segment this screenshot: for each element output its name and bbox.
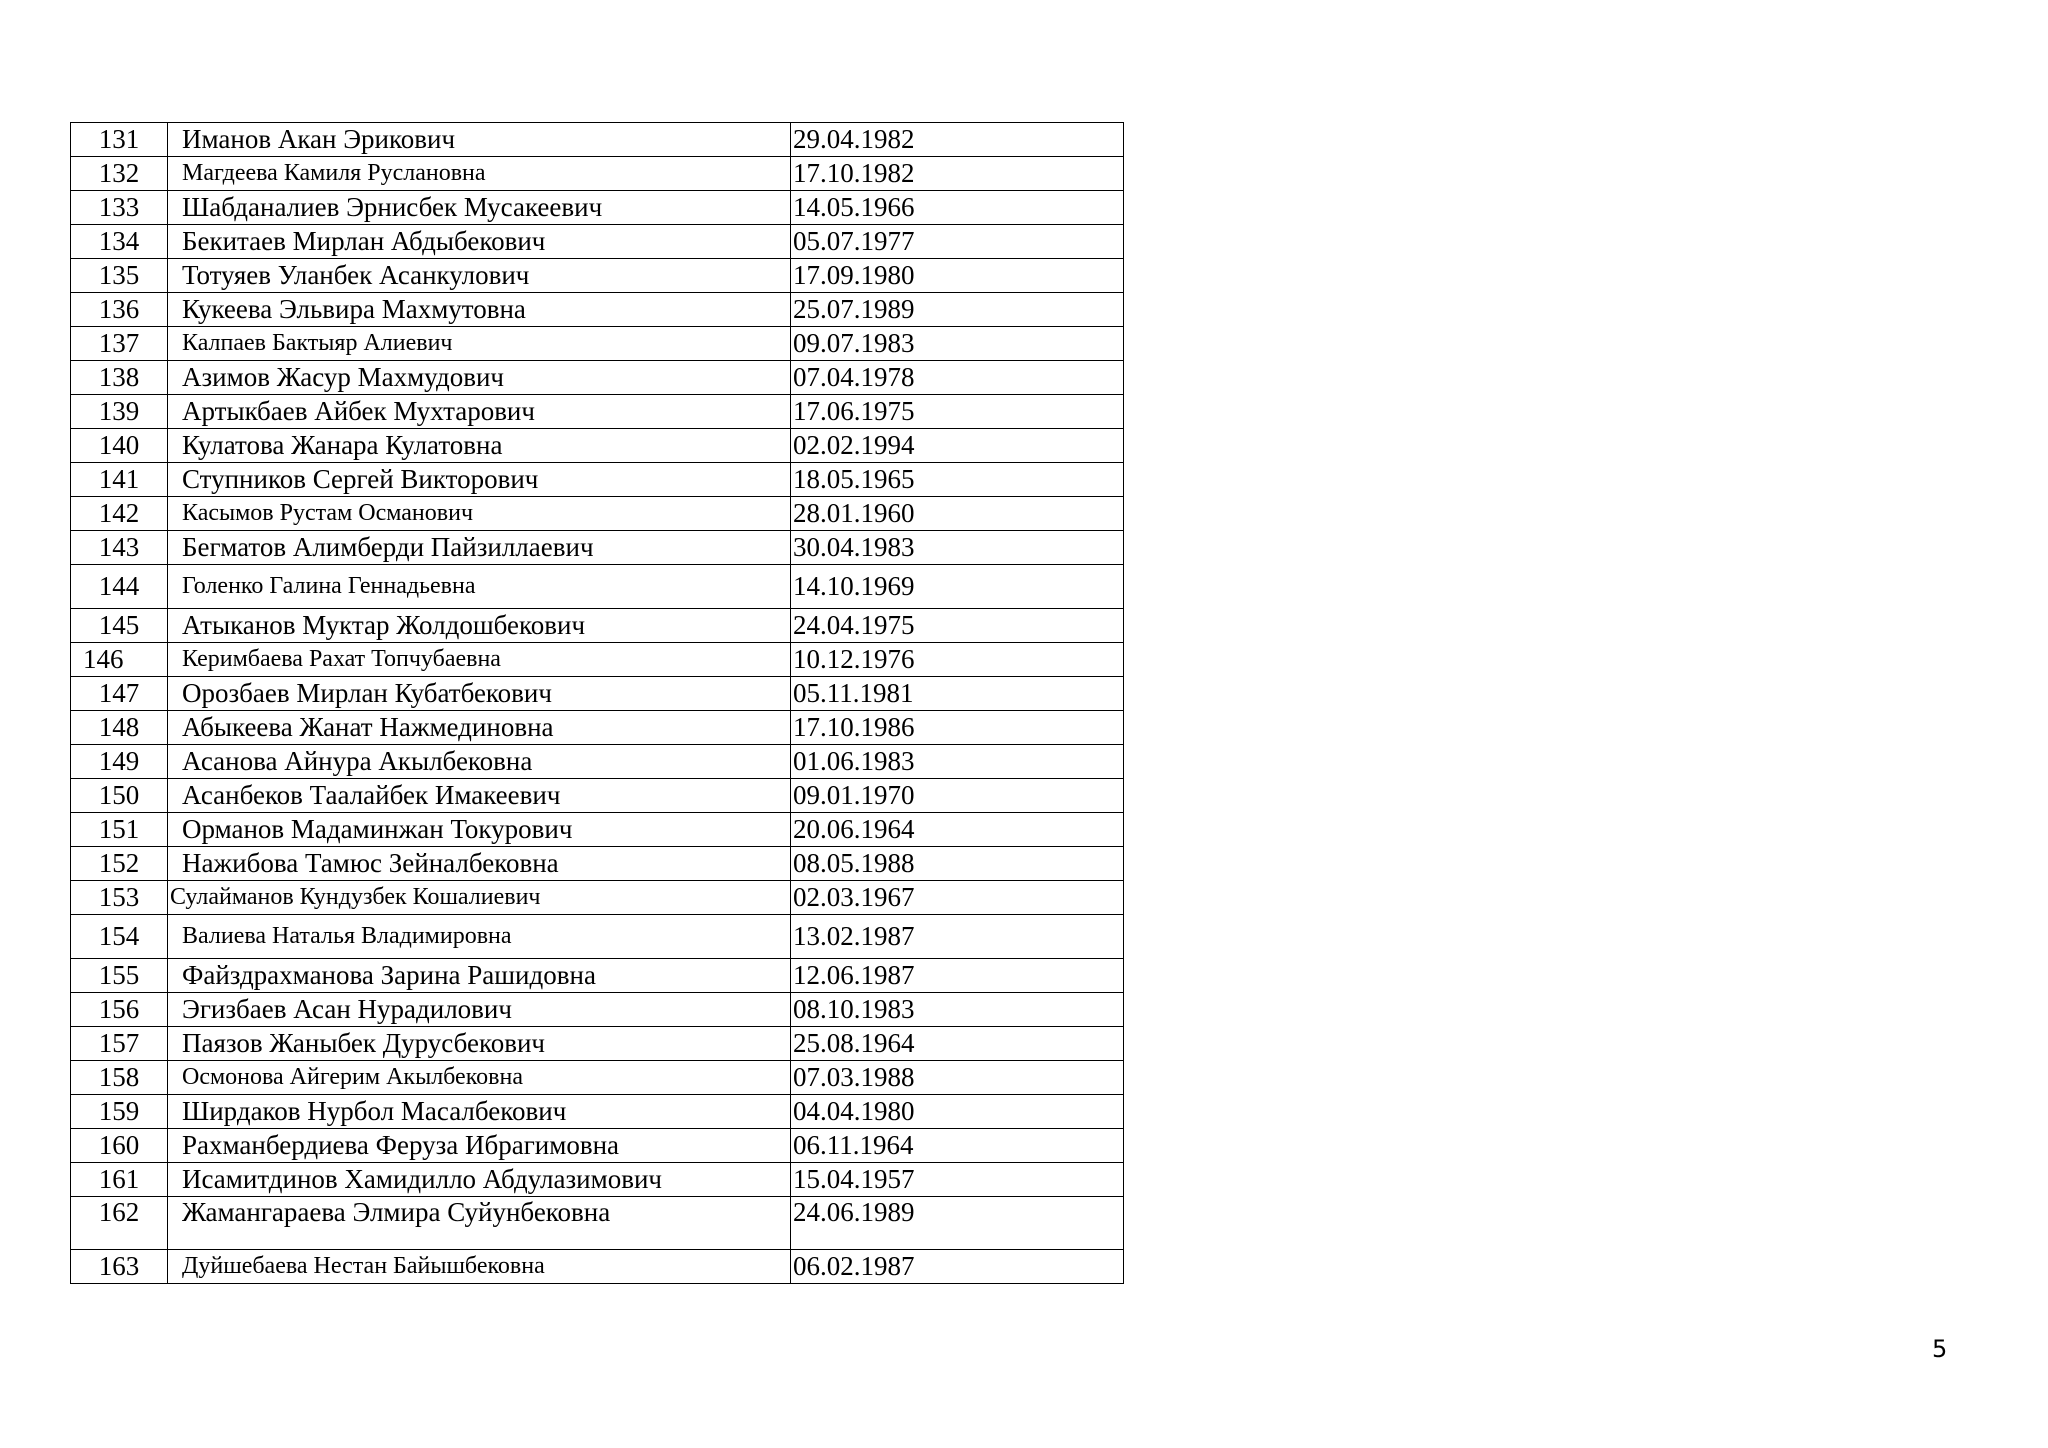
full-name-cell: Бекитаев Мирлан Абдыбекович xyxy=(168,225,791,259)
row-number-cell: 148 xyxy=(71,711,168,745)
row-number-cell: 146 xyxy=(71,643,168,677)
full-name-cell: Асанбеков Таалайбек Имакеевич xyxy=(168,779,791,813)
row-number-cell: 155 xyxy=(71,959,168,993)
birth-date-cell: 08.10.1983 xyxy=(791,993,1124,1027)
table-row xyxy=(71,1027,1124,1061)
full-name-cell: Исамитдинов Хамидилло Абдулазимович xyxy=(168,1163,791,1197)
table-row xyxy=(71,531,1124,565)
table-row xyxy=(71,881,1124,915)
table-row xyxy=(71,779,1124,813)
full-name-cell: Магдеева Камиля Руслановна xyxy=(168,157,791,191)
table-row xyxy=(71,1163,1124,1197)
table-row xyxy=(71,813,1124,847)
row-number-cell: 134 xyxy=(71,225,168,259)
row-number-cell: 136 xyxy=(71,293,168,327)
birth-date-cell: 15.04.1957 xyxy=(791,1163,1124,1197)
table-row xyxy=(71,293,1124,327)
birth-date-cell: 13.02.1987 xyxy=(791,915,1124,959)
table-row xyxy=(71,677,1124,711)
table-row xyxy=(71,609,1124,643)
birth-date-cell: 06.11.1964 xyxy=(791,1129,1124,1163)
row-number-cell: 158 xyxy=(71,1061,168,1095)
full-name-cell: Артыкбаев Айбек Мухтарович xyxy=(168,395,791,429)
table-row xyxy=(71,565,1124,609)
birth-date-cell: 28.01.1960 xyxy=(791,497,1124,531)
row-number-cell: 154 xyxy=(71,915,168,959)
birth-date-cell: 25.08.1964 xyxy=(791,1027,1124,1061)
full-name-cell: Жамангараева Элмира Суйунбековна xyxy=(168,1197,791,1250)
table-row xyxy=(71,463,1124,497)
table-row xyxy=(71,191,1124,225)
row-number-cell: 141 xyxy=(71,463,168,497)
row-number-cell: 151 xyxy=(71,813,168,847)
table-row xyxy=(71,1197,1124,1250)
table-row xyxy=(71,1095,1124,1129)
table-row xyxy=(71,1061,1124,1095)
table-row xyxy=(71,157,1124,191)
table-row xyxy=(71,327,1124,361)
full-name-cell: Ступников Сергей Викторович xyxy=(168,463,791,497)
page-number: 5 xyxy=(1932,1335,1948,1363)
row-number-cell: 152 xyxy=(71,847,168,881)
row-number-cell: 156 xyxy=(71,993,168,1027)
full-name-cell: Файздрахманова Зарина Рашидовна xyxy=(168,959,791,993)
birth-date-cell: 05.11.1981 xyxy=(791,677,1124,711)
full-name-cell: Ширдаков Нурбол Масалбекович xyxy=(168,1095,791,1129)
birth-date-cell: 09.07.1983 xyxy=(791,327,1124,361)
table-row xyxy=(71,643,1124,677)
full-name-cell: Паязов Жаныбек Дурусбекович xyxy=(168,1027,791,1061)
birth-date-cell: 14.05.1966 xyxy=(791,191,1124,225)
birth-date-cell: 04.04.1980 xyxy=(791,1095,1124,1129)
full-name-cell: Сулайманов Кундузбек Кошалиевич xyxy=(168,881,791,915)
full-name-cell: Эгизбаев Асан Нурадилович xyxy=(168,993,791,1027)
birth-date-cell: 17.06.1975 xyxy=(791,395,1124,429)
full-name-cell: Керимбаева Рахат Топчубаевна xyxy=(168,643,791,677)
full-name-cell: Рахманбердиева Феруза Ибрагимовна xyxy=(168,1129,791,1163)
full-name-cell: Касымов Рустам Османович xyxy=(168,497,791,531)
table-row xyxy=(71,259,1124,293)
full-name-cell: Орманов Мадаминжан Токурович xyxy=(168,813,791,847)
birth-date-cell: 24.04.1975 xyxy=(791,609,1124,643)
table-row xyxy=(71,959,1124,993)
full-name-cell: Нажибова Тамюс Зейналбековна xyxy=(168,847,791,881)
birth-date-cell: 30.04.1983 xyxy=(791,531,1124,565)
birth-date-cell: 18.05.1965 xyxy=(791,463,1124,497)
birth-date-cell: 08.05.1988 xyxy=(791,847,1124,881)
row-number-cell: 149 xyxy=(71,745,168,779)
table-row xyxy=(71,1129,1124,1163)
birth-date-cell: 29.04.1982 xyxy=(791,123,1124,157)
table-row xyxy=(71,847,1124,881)
row-number-cell: 133 xyxy=(71,191,168,225)
full-name-cell: Тотуяев Уланбек Асанкулович xyxy=(168,259,791,293)
full-name-cell: Орозбаев Мирлан Кубатбекович xyxy=(168,677,791,711)
full-name-cell: Валиева Наталья Владимировна xyxy=(168,915,791,959)
birth-date-cell: 02.02.1994 xyxy=(791,429,1124,463)
full-name-cell: Дуйшебаева Нестан Байышбековна xyxy=(168,1250,791,1284)
birth-date-cell: 09.01.1970 xyxy=(791,779,1124,813)
birth-date-cell: 25.07.1989 xyxy=(791,293,1124,327)
row-number-cell: 131 xyxy=(71,123,168,157)
full-name-cell: Атыканов Муктар Жолдошбекович xyxy=(168,609,791,643)
table-row xyxy=(71,497,1124,531)
row-number-cell: 157 xyxy=(71,1027,168,1061)
row-number-cell: 161 xyxy=(71,1163,168,1197)
birth-date-cell: 05.07.1977 xyxy=(791,225,1124,259)
row-number-cell: 147 xyxy=(71,677,168,711)
table-row xyxy=(71,711,1124,745)
birth-date-cell: 07.04.1978 xyxy=(791,361,1124,395)
table-row xyxy=(71,395,1124,429)
row-number-cell: 150 xyxy=(71,779,168,813)
full-name-cell: Абыкеева Жанат Нажмединовна xyxy=(168,711,791,745)
table-row xyxy=(71,429,1124,463)
table-row xyxy=(71,1250,1124,1284)
row-number-cell: 143 xyxy=(71,531,168,565)
row-number-cell: 162 xyxy=(71,1197,168,1250)
roster-table-body xyxy=(71,123,1124,1284)
full-name-cell: Кукеева Эльвира Махмутовна xyxy=(168,293,791,327)
birth-date-cell: 12.06.1987 xyxy=(791,959,1124,993)
row-number-cell: 137 xyxy=(71,327,168,361)
row-number-cell: 132 xyxy=(71,157,168,191)
birth-date-cell: 24.06.1989 xyxy=(791,1197,1124,1250)
table-row xyxy=(71,123,1124,157)
birth-date-cell: 01.06.1983 xyxy=(791,745,1124,779)
row-number-cell: 138 xyxy=(71,361,168,395)
full-name-cell: Азимов Жасур Махмудович xyxy=(168,361,791,395)
row-number-cell: 159 xyxy=(71,1095,168,1129)
full-name-cell: Иманов Акан Эрикович xyxy=(168,123,791,157)
full-name-cell: Голенко Галина Геннадьевна xyxy=(168,565,791,609)
full-name-cell: Асанова Айнура Акылбековна xyxy=(168,745,791,779)
row-number-cell: 145 xyxy=(71,609,168,643)
row-number-cell: 142 xyxy=(71,497,168,531)
row-number-cell: 163 xyxy=(71,1250,168,1284)
table-row xyxy=(71,745,1124,779)
row-number-cell: 153 xyxy=(71,881,168,915)
full-name-cell: Осмонова Айгерим Акылбековна xyxy=(168,1061,791,1095)
birth-date-cell: 07.03.1988 xyxy=(791,1061,1124,1095)
birth-date-cell: 17.10.1986 xyxy=(791,711,1124,745)
row-number-cell: 144 xyxy=(71,565,168,609)
table-row xyxy=(71,993,1124,1027)
table-row xyxy=(71,915,1124,959)
birth-date-cell: 02.03.1967 xyxy=(791,881,1124,915)
full-name-cell: Бегматов Алимберди Пайзиллаевич xyxy=(168,531,791,565)
birth-date-cell: 17.10.1982 xyxy=(791,157,1124,191)
table-row xyxy=(71,225,1124,259)
birth-date-cell: 17.09.1980 xyxy=(791,259,1124,293)
birth-date-cell: 10.12.1976 xyxy=(791,643,1124,677)
full-name-cell: Шабданалиев Эрнисбек Мусакеевич xyxy=(168,191,791,225)
row-number-cell: 135 xyxy=(71,259,168,293)
table-row xyxy=(71,361,1124,395)
birth-date-cell: 20.06.1964 xyxy=(791,813,1124,847)
row-number-cell: 160 xyxy=(71,1129,168,1163)
roster-table xyxy=(70,122,1124,1284)
row-number-cell: 140 xyxy=(71,429,168,463)
row-number-cell: 139 xyxy=(71,395,168,429)
full-name-cell: Кулатова Жанара Кулатовна xyxy=(168,429,791,463)
birth-date-cell: 14.10.1969 xyxy=(791,565,1124,609)
full-name-cell: Калпаев Бактыяр Алиевич xyxy=(168,327,791,361)
birth-date-cell: 06.02.1987 xyxy=(791,1250,1124,1284)
